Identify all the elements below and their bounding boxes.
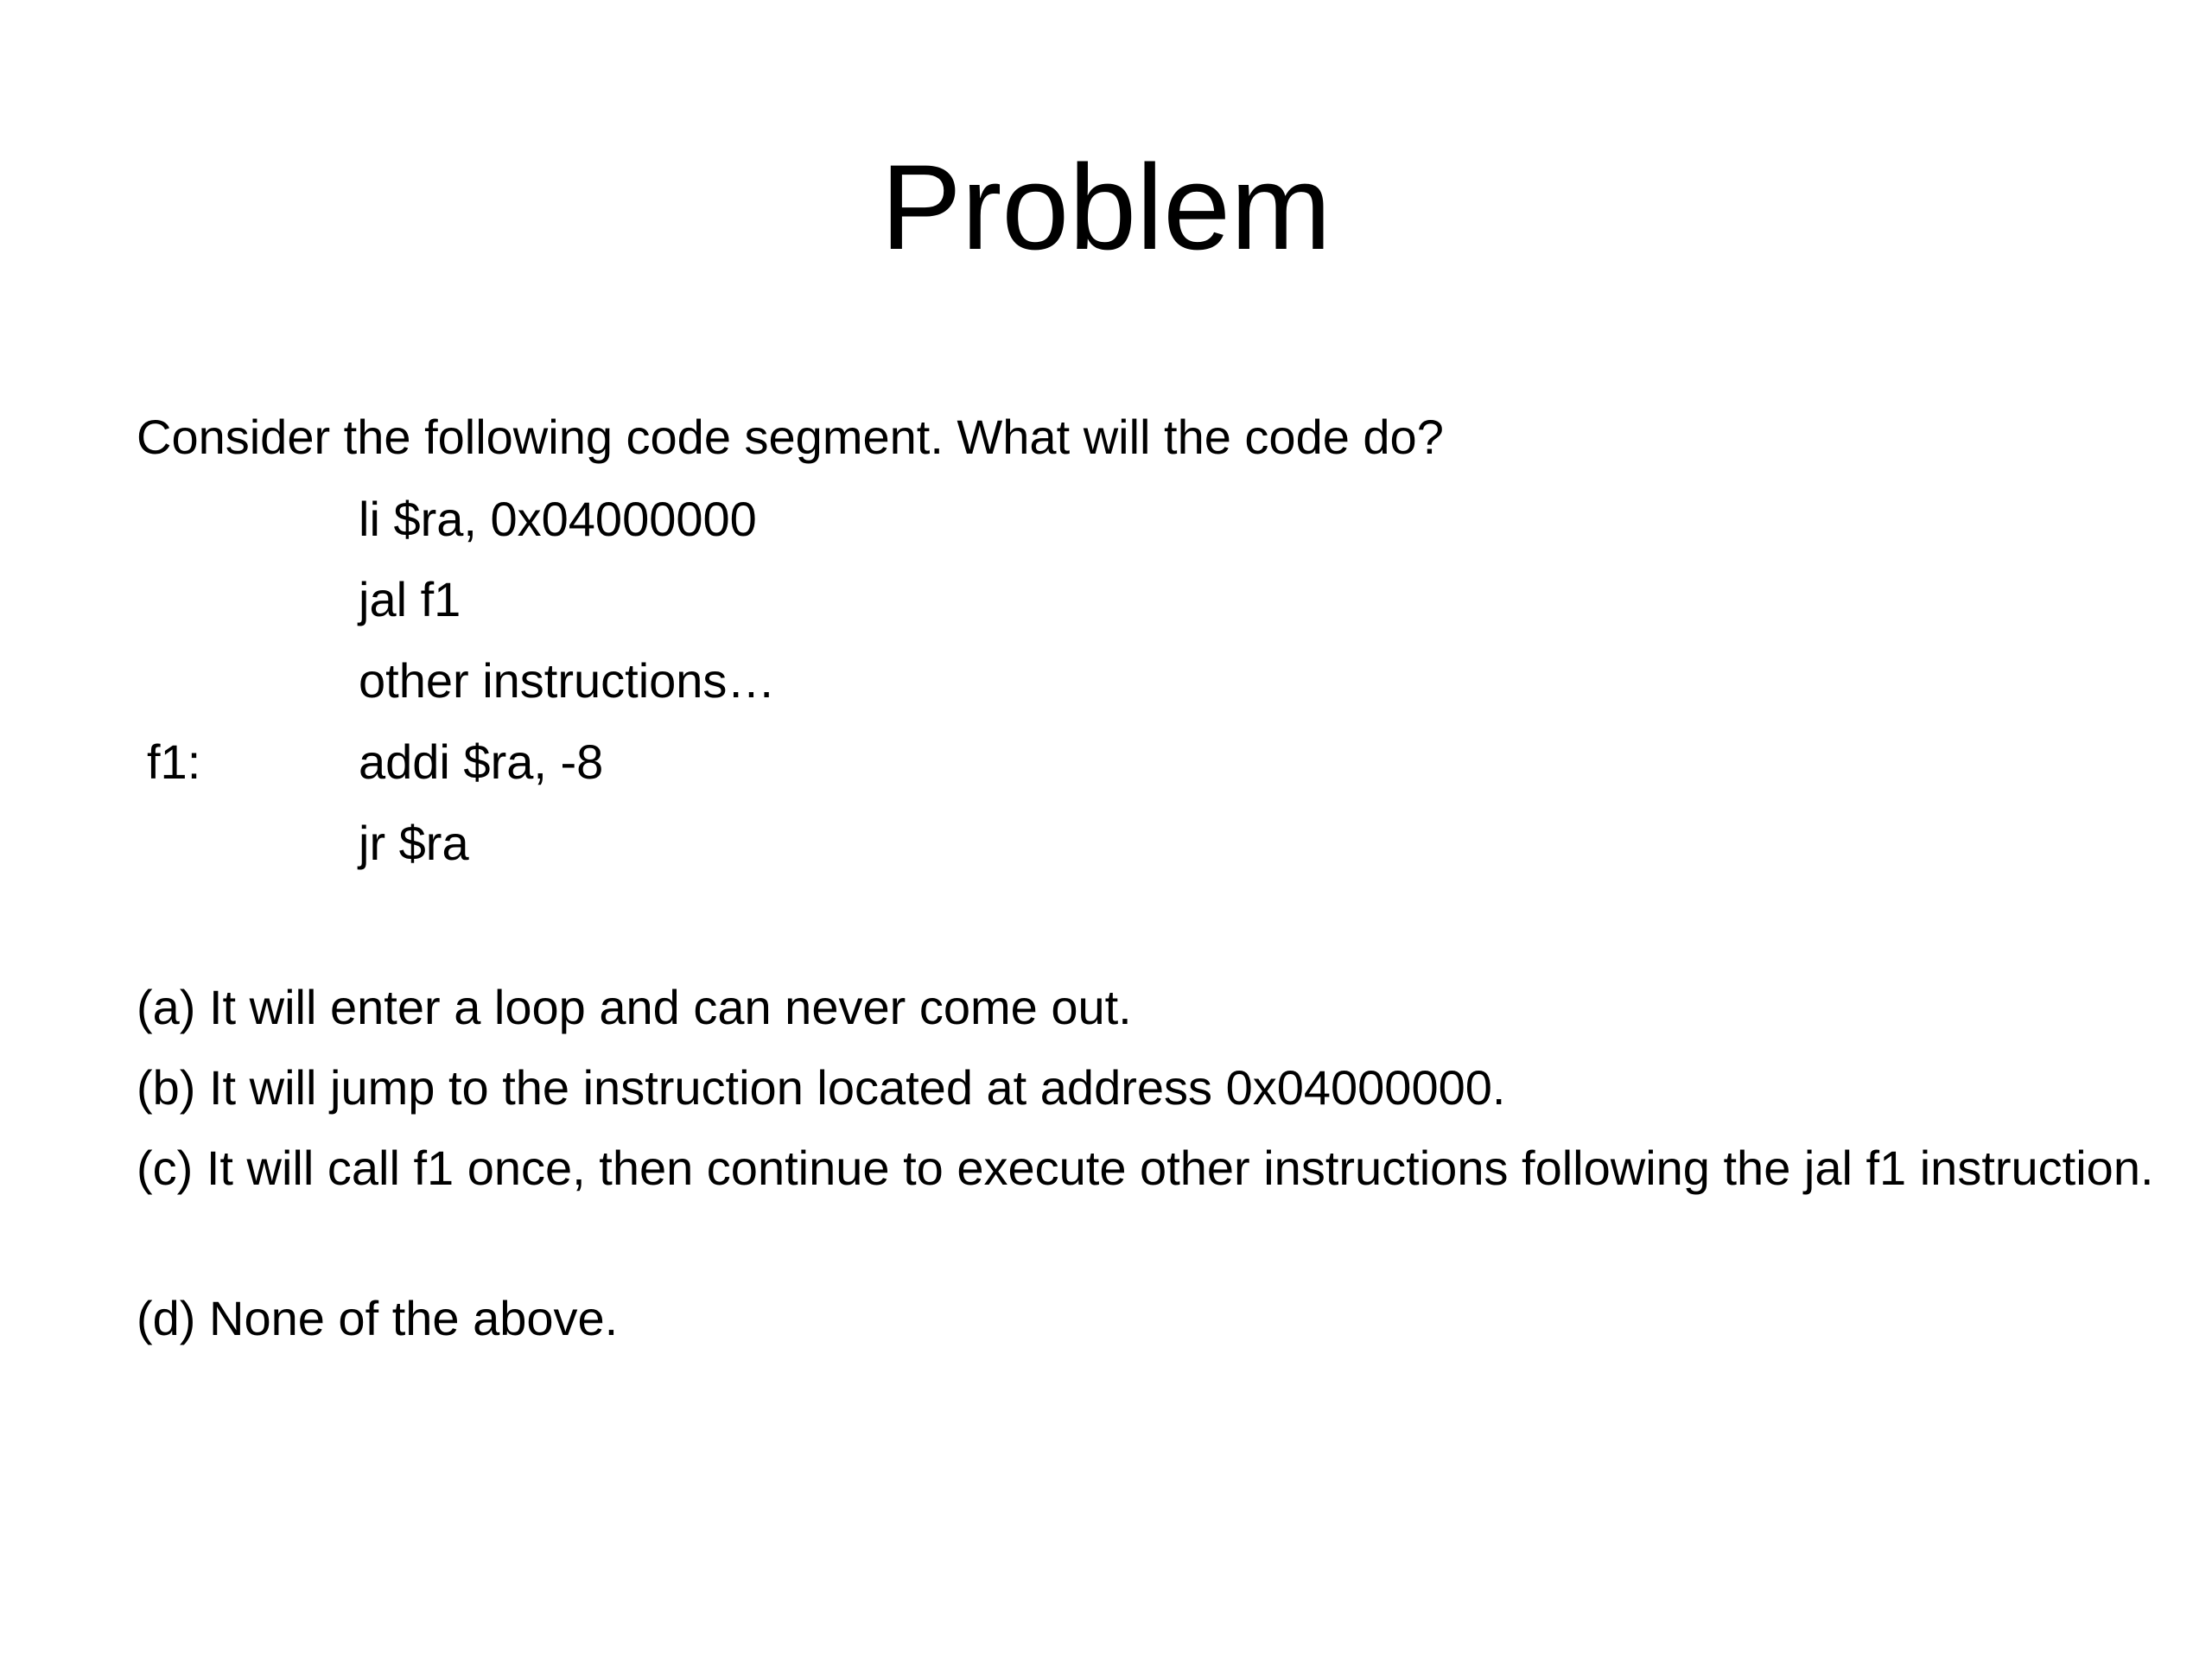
option-b: (b) It will jump to the instruction located at address 0x04000000.	[137, 1060, 1506, 1115]
code-line-jr: jr $ra	[359, 816, 469, 870]
code-line-other: other instructions…	[359, 653, 776, 708]
option-d: (d) None of the above.	[137, 1291, 619, 1345]
option-a: (a) It will enter a loop and can never come out.	[137, 980, 1132, 1034]
code-label-f1: f1:	[147, 734, 201, 789]
code-line-addi: addi $ra, -8	[359, 734, 604, 789]
question-text: Consider the following code segment. What will the code do?	[137, 410, 1444, 464]
slide-title: Problem	[880, 139, 1332, 275]
code-line-li: li $ra, 0x04000000	[359, 492, 757, 546]
option-c: (c) It will call f1 once, then continue to execute other instructions following the jal f1 instruction.	[137, 1141, 2154, 1195]
code-line-jal: jal f1	[359, 572, 461, 626]
